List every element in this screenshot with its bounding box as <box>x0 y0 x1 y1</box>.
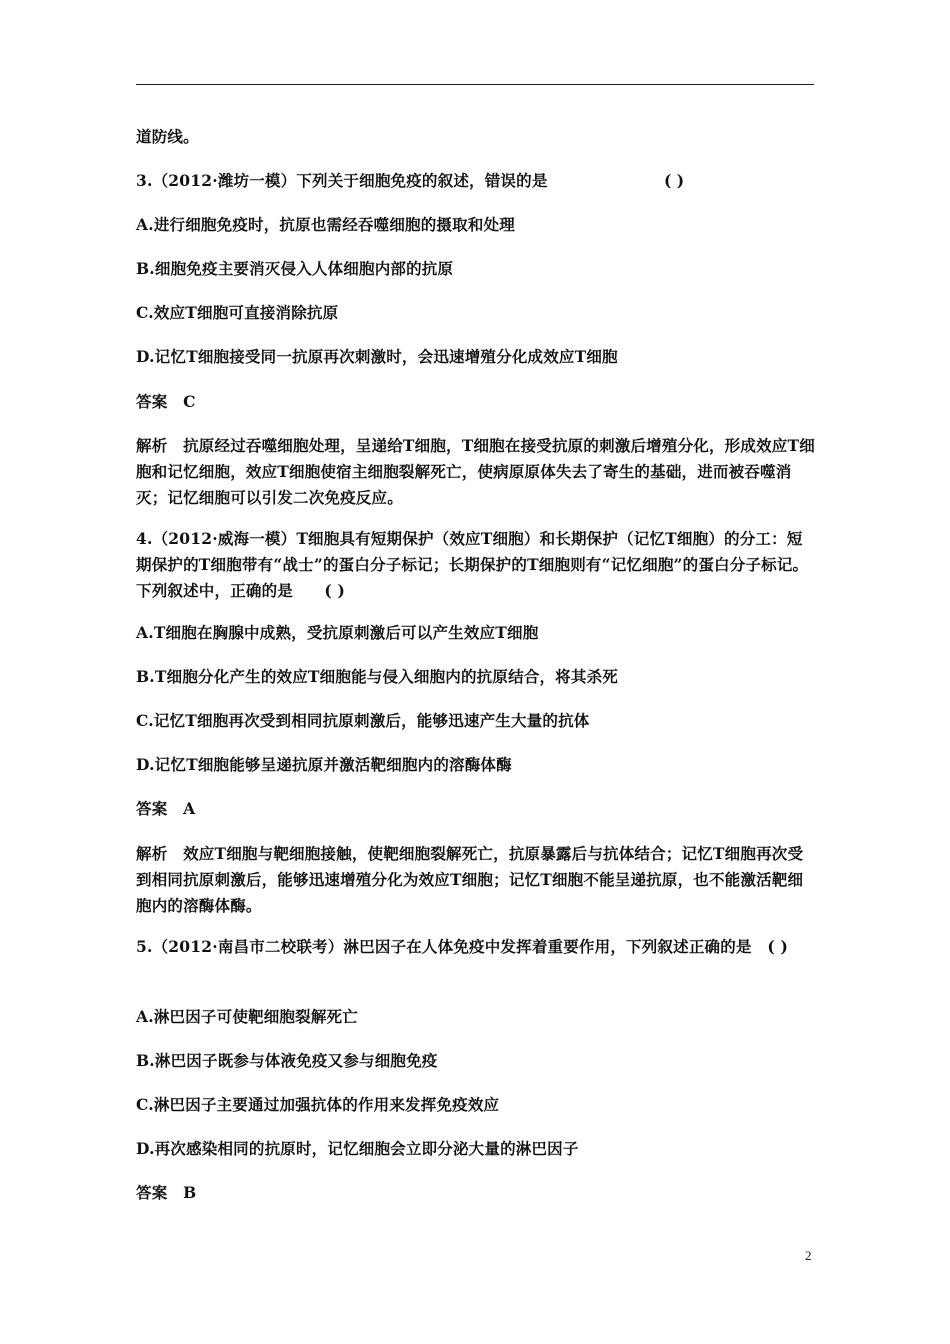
q4-analysis: 解析 效应T细胞与靶细胞接触，使靶细胞裂解死亡，抗原暴露后与抗体结合；记忆T细胞再次受到相同抗原刺激后，能够迅速增殖分化为效应T细胞；记忆T细胞不能呈递抗原，也不能激活靶细胞内的溶酶体酶。 <box>136 844 804 915</box>
q5-option-b: B.淋巴因子既参与体液免疫又参与细胞免疫 <box>136 1051 438 1070</box>
q4-option-c: C.记忆T细胞再次受到相同抗原刺激后，能够迅速产生大量的抗体 <box>136 711 590 730</box>
q4-answer: 答案 A <box>136 799 196 818</box>
q3-stem: 3.（2012·潍坊一模）下列关于细胞免疫的叙述，错误的是 <box>136 171 548 190</box>
q5-option-a: A.淋巴因子可使靶细胞裂解死亡 <box>136 1007 358 1026</box>
header-rule <box>136 84 814 85</box>
q3-analysis: 解析 抗原经过吞噬细胞处理，呈递给T细胞，T细胞在接受抗原的刺激后增殖分化，形成效应T细胞和记忆细胞，效应T细胞使宿主细胞裂解死亡，使病原原体失去了寄生的基础，进而被吞噬消灭；记忆细胞可以引发二次免疫反应。 <box>136 436 815 507</box>
q3-option-a: A.进行细胞免疫时，抗原也需经吞噬细胞的摄取和处理 <box>136 215 515 234</box>
q4-option-b: B.T细胞分化产生的效应T细胞能与侵入细胞内的抗原结合，将其杀死 <box>136 667 618 686</box>
intro-line: 道防线。 <box>136 127 199 146</box>
q5-option-c: C.淋巴因子主要通过加强抗体的作用来发挥免疫效应 <box>136 1095 500 1114</box>
q4-stem: 4.（2012·威海一模）T细胞具有短期保护（效应T细胞）和长期保护（记忆T细胞）的分工：短期保护的T细胞带有“战士”的蛋白分子标记；长期保护的T细胞则有“记忆细胞”的蛋白分子标记。下列叙述中，正确的是 ( ) <box>136 529 809 600</box>
q5-option-d: D.再次感染相同的抗原时，记忆细胞会立即分泌大量的淋巴因子 <box>136 1139 579 1158</box>
page-number: 2 <box>805 1248 812 1263</box>
q3-answer-paren: ( ) <box>664 171 685 190</box>
q3-option-c: C.效应T细胞可直接消除抗原 <box>136 303 339 322</box>
q3-answer: 答案 C <box>136 392 196 411</box>
q4-option-d: D.记忆T细胞能够呈递抗原并激活靶细胞内的溶酶体酶 <box>136 755 512 774</box>
q4-option-a: A.T细胞在胸腺中成熟，受抗原刺激后可以产生效应T细胞 <box>136 623 539 642</box>
q3-option-d: D.记忆T细胞接受同一抗原再次刺激时，会迅速增殖分化成效应T细胞 <box>136 347 618 366</box>
q5-answer: 答案 B <box>136 1183 197 1202</box>
q3-option-b: B.细胞免疫主要消灭侵入人体细胞内部的抗原 <box>136 259 454 278</box>
q5-stem: 5.（2012·南昌市二校联考）淋巴因子在人体免疫中发挥着重要作用，下列叙述正确的是 ( ) <box>136 937 788 956</box>
